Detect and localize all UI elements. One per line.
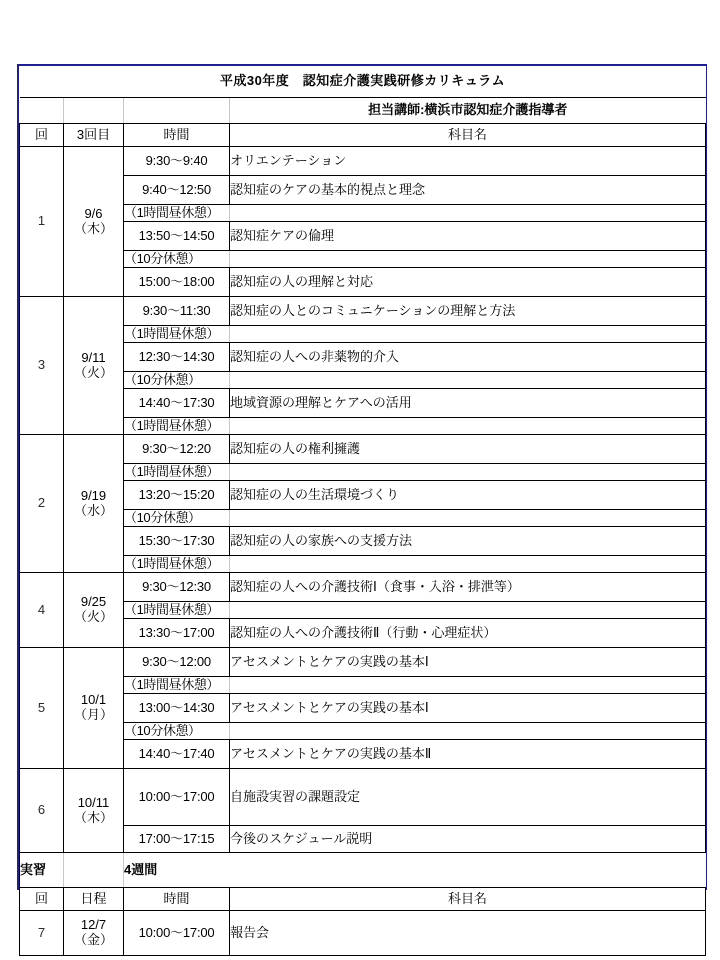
break-label: （1時間昼休憩） <box>124 464 230 481</box>
instructor-row-pad-time <box>124 98 230 124</box>
session-date-weekday: （月） <box>73 707 113 722</box>
title-row <box>20 66 706 98</box>
session-subject: 認知症の人の理解と対応 <box>230 268 706 297</box>
column-header-kai: 回 <box>20 124 64 147</box>
session-time: 9:30～12:20 <box>124 435 230 464</box>
session-time: 9:40～12:50 <box>124 176 230 205</box>
session-time: 13:00～14:30 <box>124 694 230 723</box>
session-time: 14:40～17:30 <box>124 389 230 418</box>
final-header-kai: 回 <box>20 888 64 911</box>
session-subject: 認知症の人の生活環境づくり <box>230 481 706 510</box>
session-time: 9:30～12:30 <box>124 573 230 602</box>
column-header-time: 時間 <box>124 124 230 147</box>
instructor-row-pad-kai <box>20 98 64 124</box>
break-subject-blank <box>230 372 706 389</box>
session-number: 1 <box>20 147 64 297</box>
session-time: 15:30～17:30 <box>124 527 230 556</box>
final-session-time: 10:00～17:00 <box>124 911 230 956</box>
session-time: 13:20～15:20 <box>124 481 230 510</box>
break-label: （1時間昼休憩） <box>124 602 230 619</box>
session-subject: 認知症の人への介護技術Ⅱ（行動・心理症状） <box>230 619 706 648</box>
session-subject: アセスメントとケアの実践の基本Ⅰ <box>230 648 706 677</box>
session-time: 9:30～9:40 <box>124 147 230 176</box>
session-date-day: 9/11 <box>81 349 106 365</box>
break-subject-blank <box>230 510 706 527</box>
final-session-date <box>64 911 124 956</box>
column-header-row <box>20 124 706 147</box>
break-label: （1時間昼休憩） <box>124 418 230 435</box>
session-number: 6 <box>20 769 64 853</box>
instructor-row <box>20 98 706 124</box>
break-label: （10分休憩） <box>124 510 230 527</box>
session-time: 14:40～17:40 <box>124 740 230 769</box>
practicum-duration: 4週間 <box>124 853 706 888</box>
session-date-day: 9/25 <box>80 594 107 610</box>
schedule-row <box>20 648 706 677</box>
session-number: 4 <box>20 573 64 648</box>
page-title: 平成30年度 認知症介護実践研修カリキュラム <box>20 66 706 98</box>
final-date-weekday: （金） <box>73 932 113 947</box>
practicum-date-blank <box>64 853 124 888</box>
curriculum-table <box>19 66 706 956</box>
break-subject-blank <box>230 464 706 481</box>
break-subject-blank <box>230 677 706 694</box>
session-date <box>64 769 124 853</box>
break-subject-blank <box>230 602 706 619</box>
break-subject-blank <box>230 418 706 435</box>
session-date-day: 9/19 <box>80 487 107 503</box>
final-schedule-row <box>20 911 706 956</box>
session-subject: 認知症の人の権利擁護 <box>230 435 706 464</box>
break-subject-blank <box>230 251 706 268</box>
session-subject: 認知症の人とのコミュニケーションの理解と方法 <box>230 297 706 326</box>
break-label: （1時間昼休憩） <box>124 677 230 694</box>
session-subject: 認知症ケアの倫理 <box>230 222 706 251</box>
session-time: 12:30～14:30 <box>124 343 230 372</box>
schedule-row <box>20 435 706 464</box>
session-subject: 認知症の人への介護技術Ⅰ（食事・入浴・排泄等） <box>230 573 706 602</box>
final-date-day: 12/7 <box>80 917 107 933</box>
session-time: 10:00～17:00 <box>124 769 230 826</box>
break-label: （1時間昼休憩） <box>124 556 230 573</box>
final-session-number: 7 <box>20 911 64 956</box>
session-subject: 認知症の人の家族への支援方法 <box>230 527 706 556</box>
final-header-date: 日程 <box>64 888 124 911</box>
final-header-time: 時間 <box>124 888 230 911</box>
break-label: （10分休憩） <box>124 251 230 268</box>
final-session-subject: 報告会 <box>230 911 706 956</box>
session-subject: アセスメントとケアの実践の基本Ⅱ <box>230 740 706 769</box>
session-date-weekday: （火） <box>73 364 113 380</box>
session-date-weekday: （水） <box>73 502 113 518</box>
session-date-weekday: （木） <box>73 220 113 236</box>
break-label: （1時間昼休憩） <box>124 326 230 343</box>
session-subject: 地域資源の理解とケアへの活用 <box>230 389 706 418</box>
practicum-row <box>20 853 706 888</box>
session-subject: オリエンテーション <box>230 147 706 176</box>
session-date-weekday: （火） <box>73 609 113 624</box>
session-date-day: 10/11 <box>77 794 110 810</box>
session-date <box>64 147 124 297</box>
session-date-day: 9/6 <box>84 205 103 221</box>
break-label: （10分休憩） <box>124 723 230 740</box>
session-time: 9:30～11:30 <box>124 297 230 326</box>
session-number: 2 <box>20 435 64 573</box>
session-date-weekday: （木） <box>73 809 113 825</box>
column-header-date: 3回目 <box>64 124 124 147</box>
break-subject-blank <box>230 326 706 343</box>
curriculum-table-body <box>20 66 706 956</box>
session-date <box>64 297 124 435</box>
session-time: 15:00～18:00 <box>124 268 230 297</box>
session-date <box>64 648 124 769</box>
break-subject-blank <box>230 205 706 222</box>
session-number: 5 <box>20 648 64 769</box>
session-time: 9:30～12:00 <box>124 648 230 677</box>
schedule-row <box>20 297 706 326</box>
session-number: 3 <box>20 297 64 435</box>
schedule-row <box>20 573 706 602</box>
session-subject: 今後のスケジュール説明 <box>230 826 706 853</box>
instructor-note: 担当講師:横浜市認知症介護指導者 <box>230 98 706 124</box>
schedule-row <box>20 147 706 176</box>
session-subject: 認知症の人への非薬物的介入 <box>230 343 706 372</box>
break-label: （1時間昼休憩） <box>124 205 230 222</box>
instructor-row-pad-date <box>64 98 124 124</box>
column-header-subject: 科目名 <box>230 124 706 147</box>
session-time: 17:00～17:15 <box>124 826 230 853</box>
session-subject: 認知症のケアの基本的視点と理念 <box>230 176 706 205</box>
final-header-subject: 科目名 <box>230 888 706 911</box>
practicum-label: 実習 <box>20 853 64 888</box>
session-date-day: 10/1 <box>80 692 107 708</box>
schedule-row <box>20 769 706 826</box>
session-date <box>64 435 124 573</box>
final-header-row <box>20 888 706 911</box>
break-label: （10分休憩） <box>124 372 230 389</box>
session-time: 13:50～14:50 <box>124 222 230 251</box>
break-subject-blank <box>230 556 706 573</box>
break-subject-blank <box>230 723 706 740</box>
session-time: 13:30～17:00 <box>124 619 230 648</box>
session-date <box>64 573 124 648</box>
session-subject: アセスメントとケアの実践の基本Ⅰ <box>230 694 706 723</box>
session-subject: 自施設実習の課題設定 <box>230 769 706 826</box>
